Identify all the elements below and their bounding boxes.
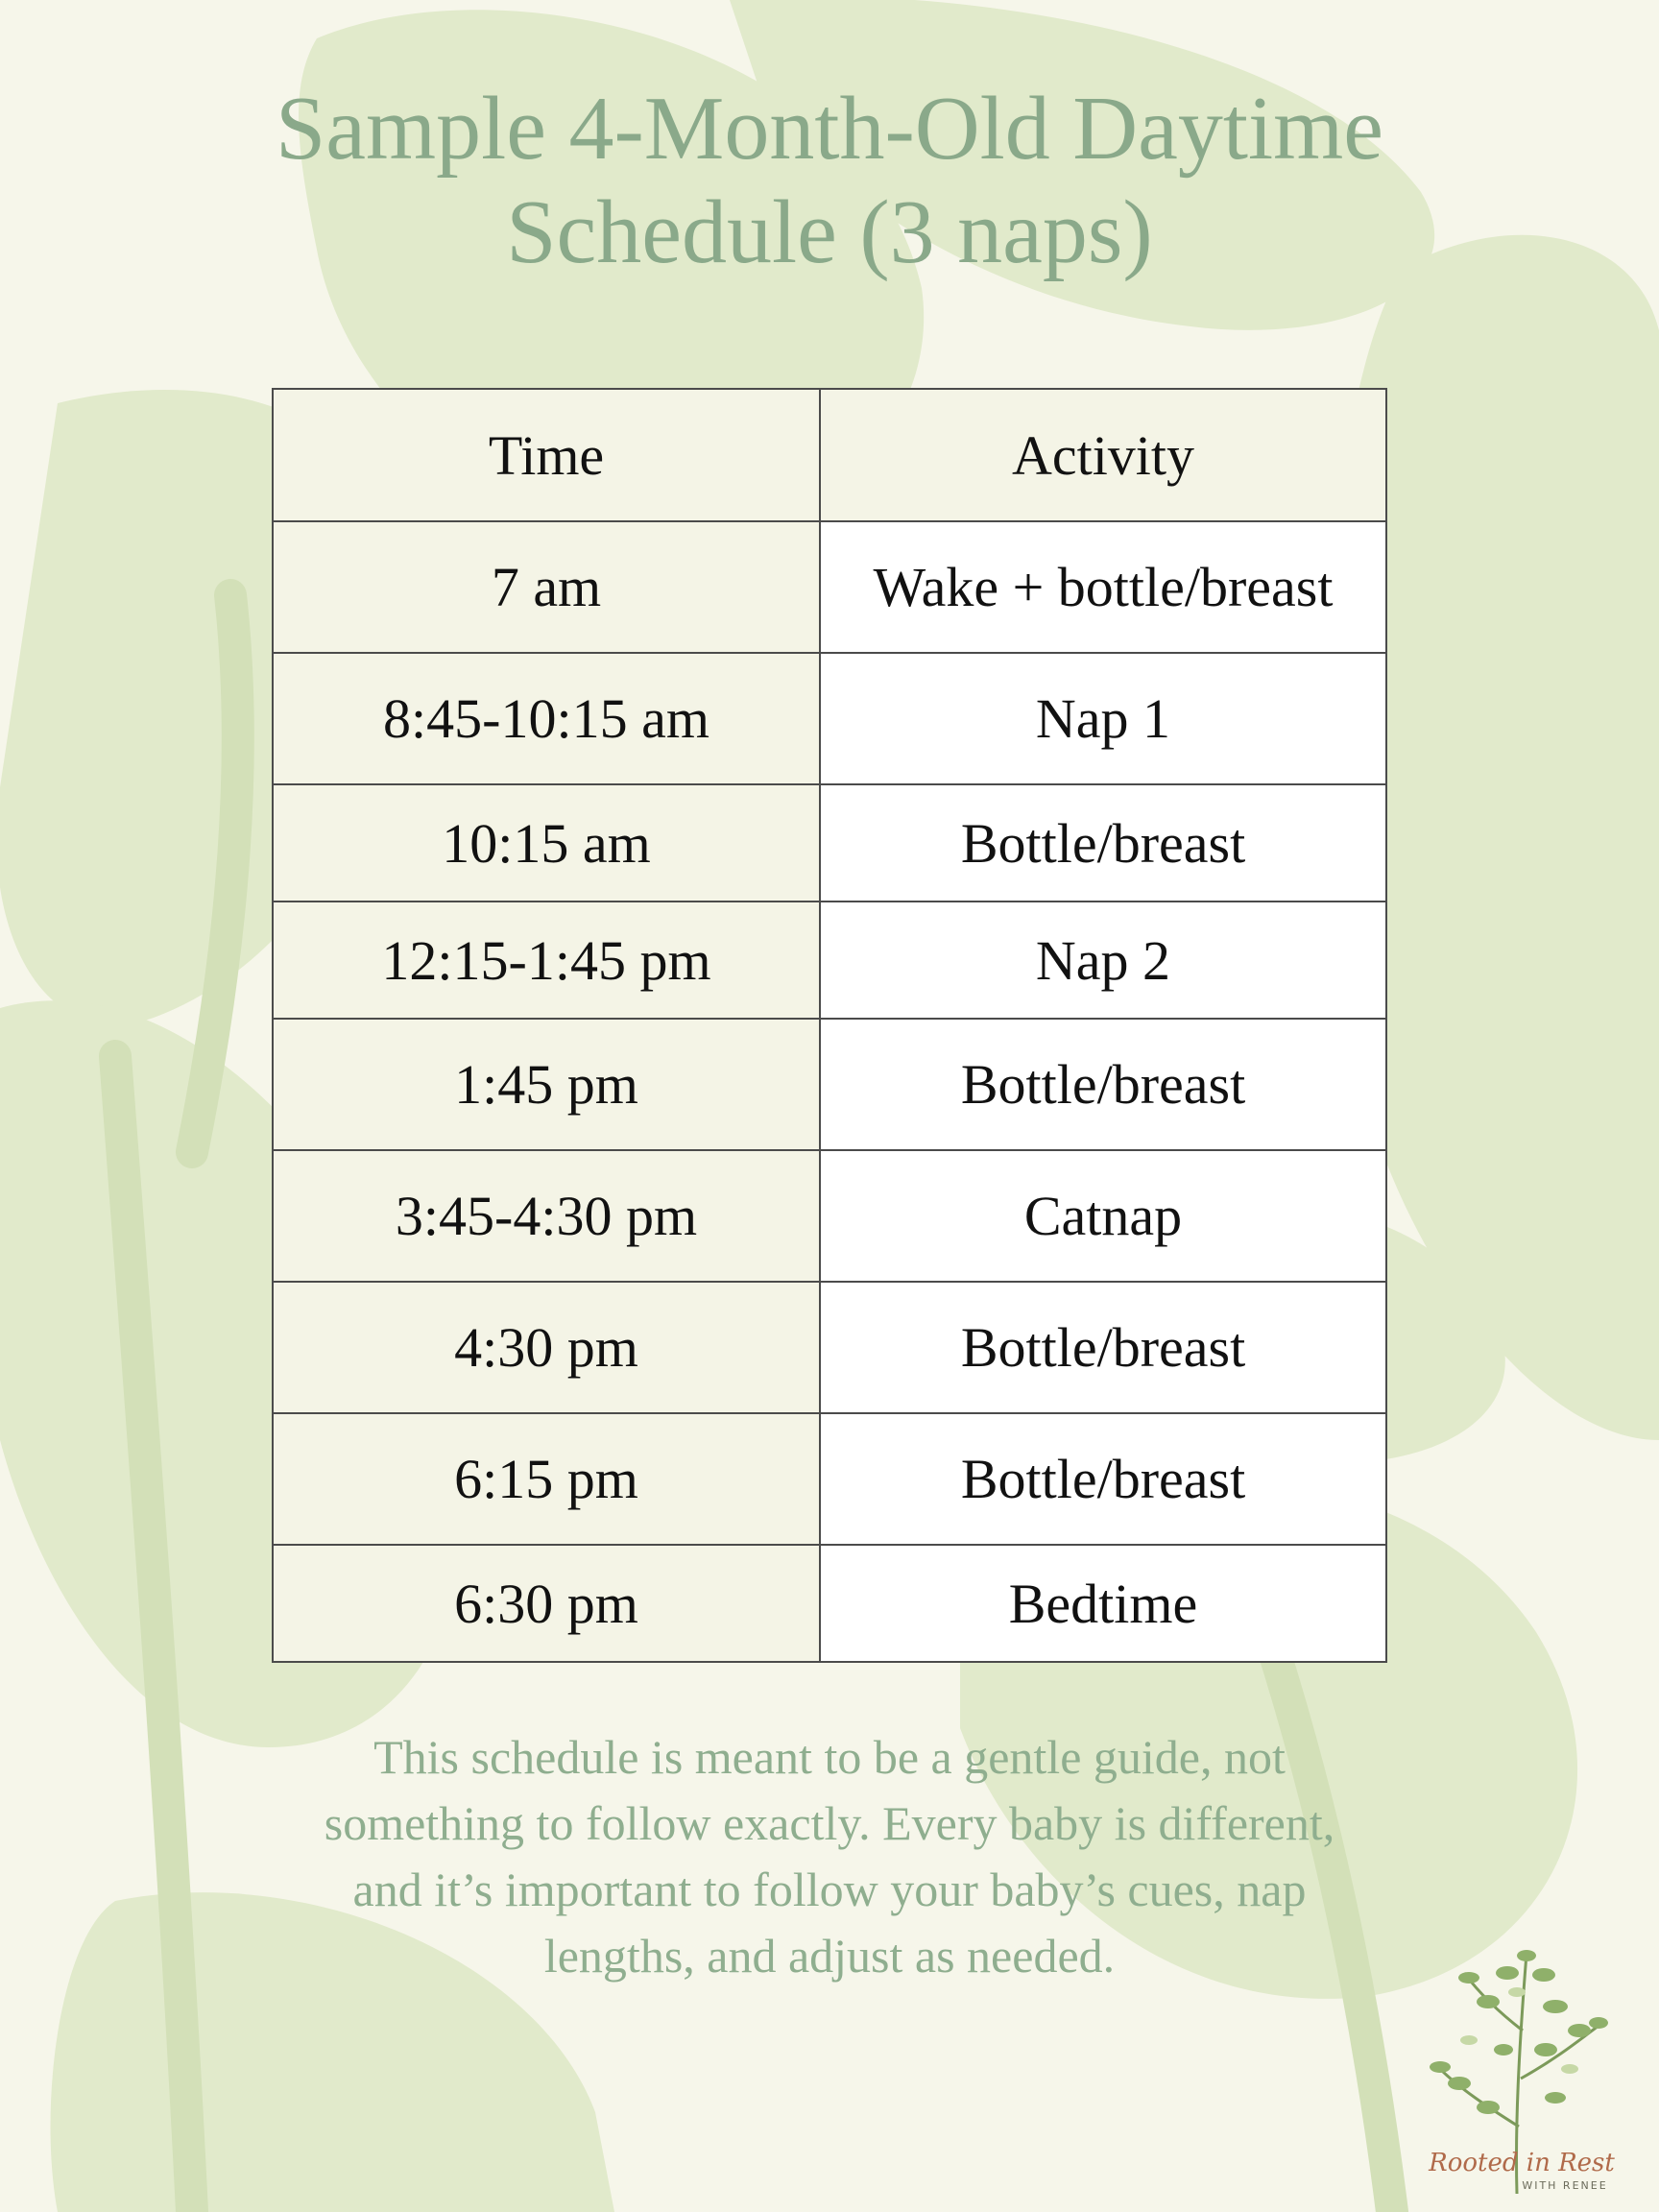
page-title (0, 77, 1659, 284)
time-cell: 7 am (273, 521, 820, 653)
schedule-table (272, 388, 1387, 1663)
table-row (273, 902, 1386, 1019)
time-cell: 6:15 pm (273, 1413, 820, 1545)
activity-cell: Catnap (820, 1150, 1386, 1282)
time-cell: 4:30 pm (273, 1282, 820, 1413)
activity-cell: Nap 2 (820, 902, 1386, 1019)
activity-cell: Bottle/breast (820, 1282, 1386, 1413)
activity-cell: Bottle/breast (820, 1413, 1386, 1545)
activity-cell: Bottle/breast (820, 784, 1386, 902)
time-cell: 12:15-1:45 pm (273, 902, 820, 1019)
table-row (273, 784, 1386, 902)
time-cell: 3:45-4:30 pm (273, 1150, 820, 1282)
time-cell: 6:30 pm (273, 1545, 820, 1662)
logo-subtitle: WITH RENEE (1522, 2179, 1608, 2192)
disclaimer-note (240, 1724, 1419, 1989)
title-line-2: Schedule (3 naps) (506, 182, 1153, 282)
activity-cell: Wake + bottle/breast (820, 521, 1386, 653)
note-line-1: This schedule is meant to be a gentle guide, not (373, 1730, 1286, 1784)
table-header-row (273, 389, 1386, 521)
title-line-1: Sample 4-Month-Old Daytime (276, 79, 1383, 179)
table-row (273, 1282, 1386, 1413)
table-row (273, 1019, 1386, 1150)
table-row (273, 1545, 1386, 1662)
table-row (273, 521, 1386, 653)
table-row (273, 1150, 1386, 1282)
table-row (273, 1413, 1386, 1545)
time-cell: 1:45 pm (273, 1019, 820, 1150)
header-activity: Activity (820, 389, 1386, 521)
time-cell: 8:45-10:15 am (273, 653, 820, 784)
note-line-2: something to follow exactly. Every baby is different, (324, 1796, 1335, 1850)
activity-cell: Bedtime (820, 1545, 1386, 1662)
logo-script-text: Rooted in Rest (1429, 2149, 1615, 2177)
time-cell: 10:15 am (273, 784, 820, 902)
header-time: Time (273, 389, 820, 521)
activity-cell: Nap 1 (820, 653, 1386, 784)
note-line-3: and it’s important to follow your baby’s cues, nap (352, 1863, 1307, 1916)
activity-cell: Bottle/breast (820, 1019, 1386, 1150)
table-row (273, 653, 1386, 784)
note-line-4: lengths, and adjust as needed. (543, 1929, 1116, 1983)
